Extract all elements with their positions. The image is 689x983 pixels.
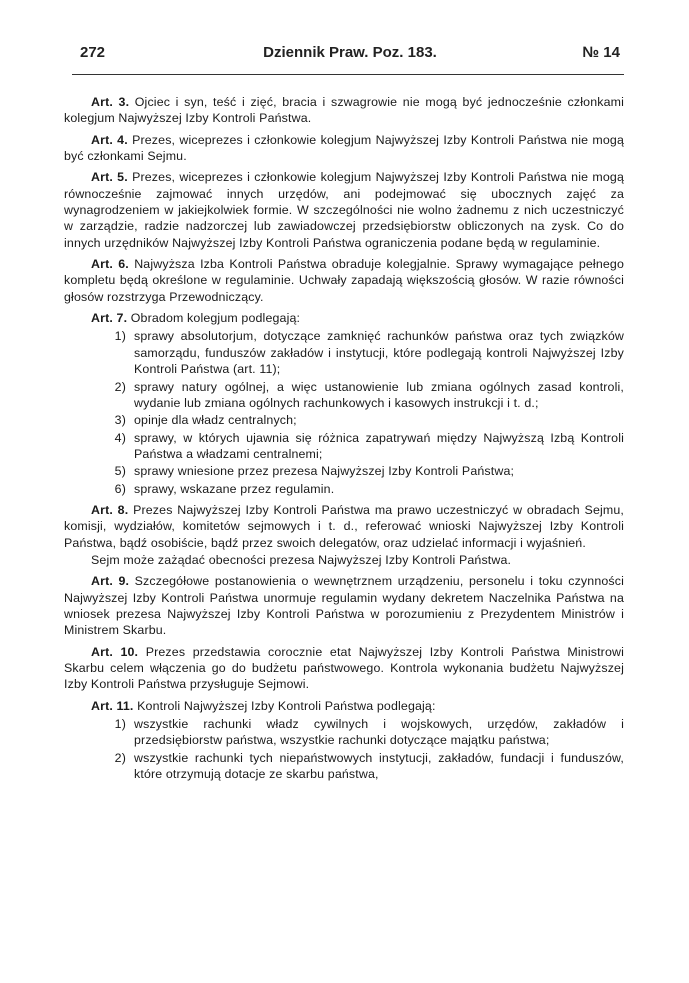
article-label: Art. 3. [91,95,130,109]
article-label: Art. 6. [91,257,129,272]
item-number: 5) [114,464,126,479]
list-item [64,716,624,749]
list-item [64,328,624,377]
list-item [64,379,624,412]
item-number: 6) [114,481,126,496]
article-label: Art. 8. [91,502,129,517]
article-label: Art. 10. [91,644,139,659]
item-number: 2) [114,750,126,765]
issue-number: № 14 [582,44,620,61]
item-text: sprawy natury ogólnej, a więc ustanowienie lub zmiana ogólnych zasad kontroli, wydanie lub zmiana ogólnych rachunkowych i kasowych instrukcji i t. d.; [134,379,624,410]
article-7-list [64,328,624,496]
article-text: Obradom kolegjum podlegają: [130,311,301,326]
list-item [64,463,624,479]
article-text: Prezes, wiceprezes i członkowie kolegjum Najwyższej Izby Kontroli Państwa nie mogą równocześnie zajmować innych urzędów, ani podejmować się ubocznych zajęć za wynagrodzeniem w jakiejkolwiek formie. W szczególności nie wolno żadnemu z nich uczestniczyć w zarządzie, radzie nadzorczej lub zawiadowczej przedsiębiorstw obliczonych na zysk. Co do innych urzędników Najwyższej Izby Kontroli Państwa ograniczenia podane będą w regulaminie. [64,170,624,250]
article-label: Art. 5. [91,170,128,185]
journal-title: Dziennik Praw. Poz. 183. [263,44,437,61]
list-item [64,430,624,463]
article-9 [64,573,624,638]
article-10 [64,644,624,693]
page-header [80,40,620,68]
article-text: Najwyższa Izba Kontroli Państwa obraduje kolegjalnie. Sprawy wymagające pełnego kompletu będą określone w regulaminie. Uchwały zapadają większością głosów. W razie równości głosów rozstrzyga Przewodniczący. [64,257,624,304]
list-item [64,412,624,428]
article-11-list [64,716,624,782]
article-text: Prezes Najwyższej Izby Kontroli Państwa ma prawo uczestniczyć w obradach Sejmu, komisji, wydziałów, komitetów sejmowych i t. d., referować wnioski Najwyższej Izby Kontroli Państwa, bądź osobiście, bądź przez swoich delegatów, oraz udzielać informacji i wyjaśnień. [64,502,625,550]
item-text: sprawy wniesione przez prezesa Najwyższej Izby Kontroli Państwa; [134,464,515,479]
article-text: Sejm może zażądać obecności prezesa Najwyższej Izby Kontroli Państwa. [91,552,512,567]
article-label: Art. 7. [91,311,128,326]
article-7 [64,310,624,326]
item-number: 3) [114,413,126,428]
list-item [64,481,624,497]
item-text: sprawy, wskazane przez regulamin. [134,481,335,496]
item-text: wszystkie rachunki władz cywilnych i wojskowych, urzędów, zakładów i przedsiębiorstw państwa, wszystkie rachunki dotyczące majątku państwa; [134,717,624,748]
article-4 [64,132,624,165]
item-number: 1) [114,717,126,732]
article-text: Prezes przedstawia corocznie etat Najwyższej Izby Kontroli Państwa Ministrowi Skarbu celem włączenia go do budżetu państwowego. Kontrola wykonania budżetu Najwyższej Izby Kontroli Państwa przysługuje Sejmowi. [64,644,625,692]
item-text: sprawy, w których ujawnia się różnica zapatrywań między Najwyższą Izbą Kontroli Państwa a władzami centralnemi; [134,430,624,461]
page-number: 272 [80,44,106,61]
item-number: 2) [114,379,126,394]
article-label: Art. 4. [91,132,128,147]
item-text: opinje dla władz centralnych; [134,413,297,428]
article-text: Ojciec i syn, teść i zięć, bracia i szwagrowie nie mogą być jednocześnie członkami kolegjum Najwyższej Izby Kontroli Państwa. [64,95,624,126]
item-text: sprawy absolutorjum, dotyczące zamknięć rachunków państwa oraz tych związków samorządu, funduszów zakładów i instytucji, które podlegają kontroli Najwyższej Izby Kontroli Państwa (art. 11); [134,329,624,377]
item-number: 4) [114,430,126,445]
article-label: Art. 9. [91,574,130,589]
article-6 [64,256,624,305]
item-text: wszystkie rachunki tych niepaństwowych instytucji, zakładów, fundacji i funduszów, które otrzymują dotacje ze skarbu państwa, [134,750,624,782]
article-8 [64,502,624,551]
document-body [64,94,624,787]
header-rule [72,74,624,75]
article-11 [64,698,624,714]
article-text: Szczegółowe postanowienia o wewnętrznem urządzeniu, personelu i toku czynności Najwyższej Izby Kontroli Państwa unormuje regulamin wydany dekretem Naczelnika Państwa na wniosek prezesa Najwyższej Izby Kontroli Państwa w porozumieniu z Prezydentem Ministrów i Ministrem Skarbu. [64,574,624,638]
article-3 [64,94,624,127]
list-item [64,750,624,783]
article-text: Prezes, wiceprezes i członkowie kolegjum Najwyższej Izby Kontroli Państwa nie mogą być członkami Sejmu. [64,132,624,164]
article-label: Art. 11. [91,698,134,713]
item-number: 1) [114,329,126,344]
article-text: Kontroli Najwyższej Izby Kontroli Państwa podlegają: [137,698,436,713]
article-8-paragraph-2 [64,552,624,568]
article-5 [64,169,624,251]
